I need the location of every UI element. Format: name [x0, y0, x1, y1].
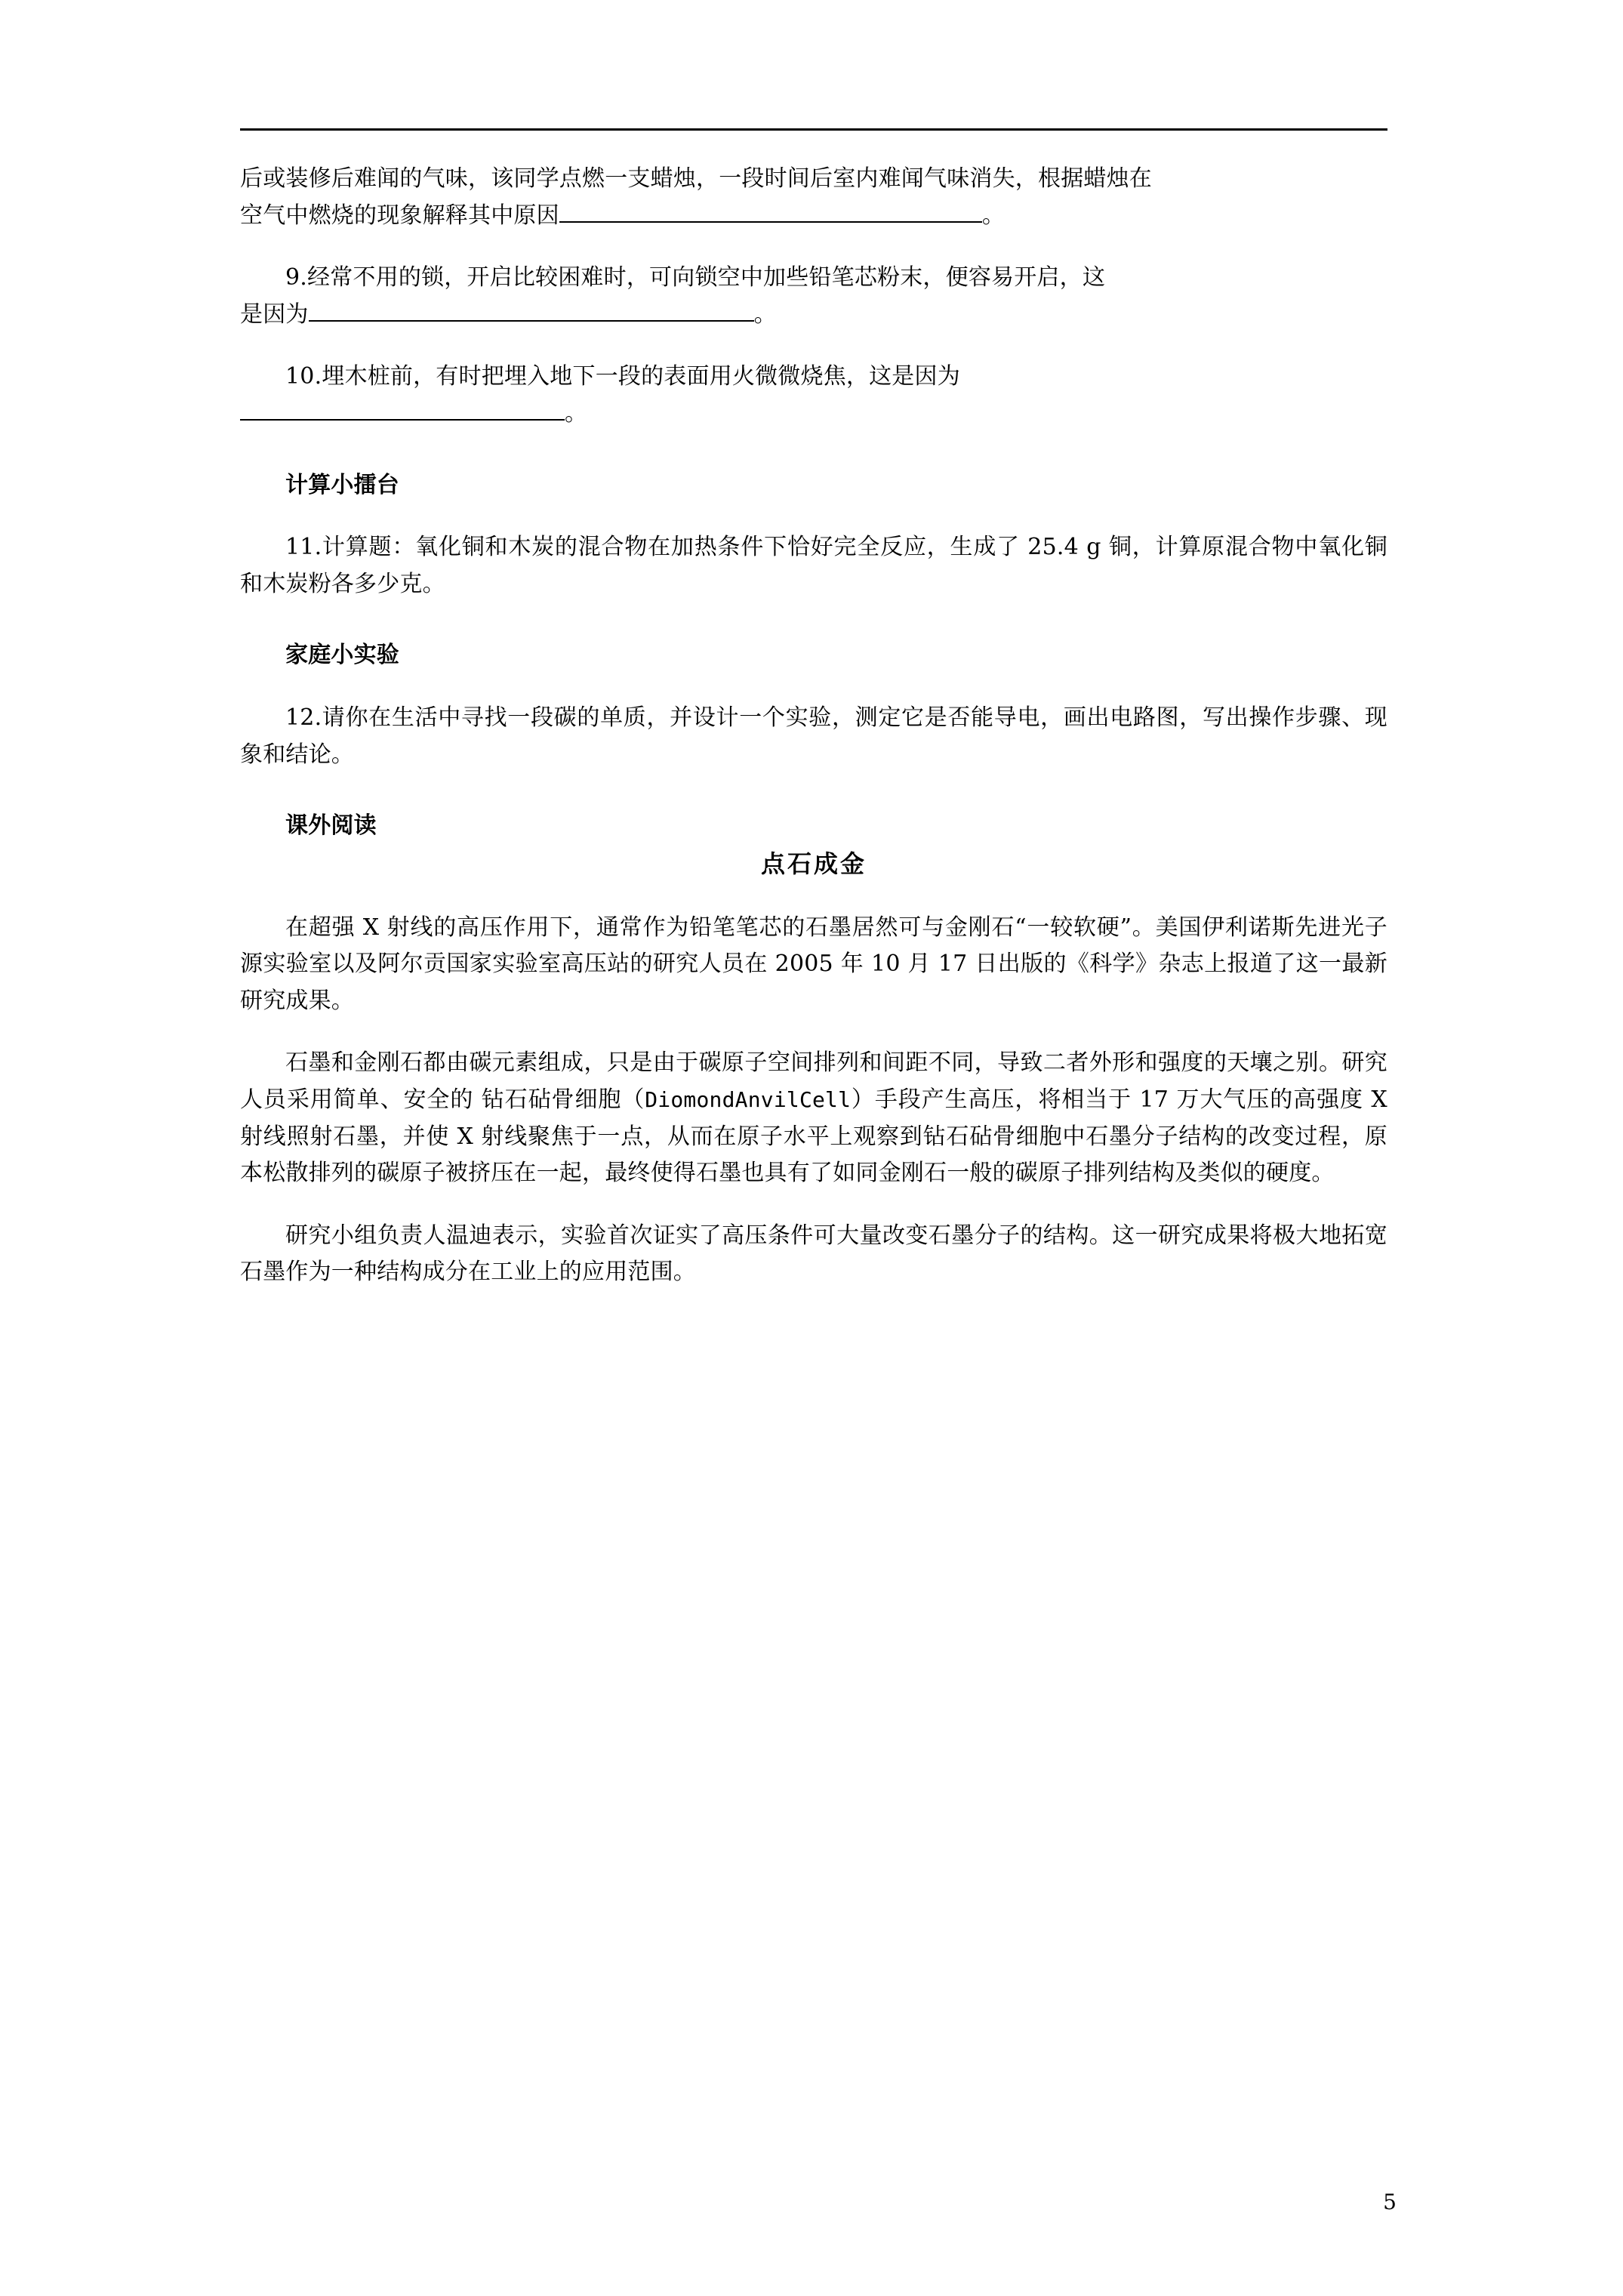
article-title: 点石成金	[760, 849, 867, 878]
reading-paragraph-1: 在超强 X 射线的高压作用下，通常作为铅笔笔芯的石墨居然可与金刚石“一较软硬”。美国伊利诺斯先进光子源实验室以及阿尔贡国家实验室高压站的研究人员在 2005 年 10 月 17 日出版的《科学》杂志上报道了这一最新研究成果。	[240, 914, 1387, 1014]
reading-p2-part-2: ）手段产生高压，将相当于 17 万大气压的高强度 X 射线照射石墨，并使 X 射线聚焦于一点，从而在原子水平上观察到钻石砧骨细胞中石墨分子结构的改变过程，原本松散排列的碳原子被挤压在一起，最终使得石墨也具有了如同金刚石一般的碳原子排列结构及类似的硬度。	[240, 1086, 1387, 1187]
question-10	[240, 359, 1387, 432]
heading-extracurricular-section: 课外阅读	[285, 812, 377, 840]
q10-answer-blank[interactable]	[240, 398, 565, 421]
reading-p2-term: DiomondAnvilCell	[645, 1086, 852, 1112]
q10-period: 。	[565, 399, 588, 427]
reading-p2-part-1: 石墨和金刚石都由碳元素组成，只是由于碳原子空间排列和间距不同，导致二者外形和强度的天壤之别。研究人员采用简单、安全的 钻石砧骨细胞（	[240, 1049, 1387, 1113]
q8-text-line2: 空气中燃烧的现象解释其中原因	[240, 202, 559, 229]
q9-answer-blank[interactable]	[309, 299, 754, 322]
question-9	[240, 260, 1387, 333]
heading-home-experiment-section: 家庭小实验	[285, 642, 399, 669]
question-8-continuation	[240, 161, 1387, 234]
reading-paragraph-2	[240, 1045, 1387, 1191]
q9-text-line1: 9.经常不用的锁，开启比较困难时，可向锁空中加些铅笔芯粉末，便容易开启，这	[285, 264, 1106, 291]
q8-period: 。	[981, 202, 1006, 229]
q10-text-line1: 10.埋木桩前，有时把埋入地下一段的表面用火微微烧焦，这是因为	[285, 363, 960, 390]
q9-text-line2: 是因为	[240, 300, 309, 328]
q8-text-line1: 后或装修后难闻的气味，该同学点燃一支蜡烛，一段时间后室内难闻气味消失，根据蜡烛在	[240, 165, 1152, 192]
question-11: 11.计算题：氧化铜和木炭的混合物在加热条件下恰好完全反应，生成了 25.4 g 铜，计算原混合物中氧化铜和木炭粉各多少克。	[240, 534, 1387, 597]
q8-answer-blank[interactable]	[559, 200, 982, 223]
heading-calc-section: 计算小擂台	[285, 471, 399, 498]
question-12: 12.请你在生活中寻找一段碳的单质，并设计一个实验，测定它是否能导电，画出电路图，写出操作步骤、现象和结论。	[240, 704, 1387, 768]
page-number: 5	[1383, 2190, 1397, 2214]
reading-paragraph-3: 研究小组负责人温迪表示，实验首次证实了高压条件可大量改变石墨分子的结构。这一研究成果将极大地拓宽石墨作为一种结构成分在工业上的应用范围。	[240, 1222, 1387, 1286]
header-rule	[240, 128, 1387, 131]
q9-period: 。	[753, 300, 777, 328]
page-content	[240, 128, 1387, 1291]
